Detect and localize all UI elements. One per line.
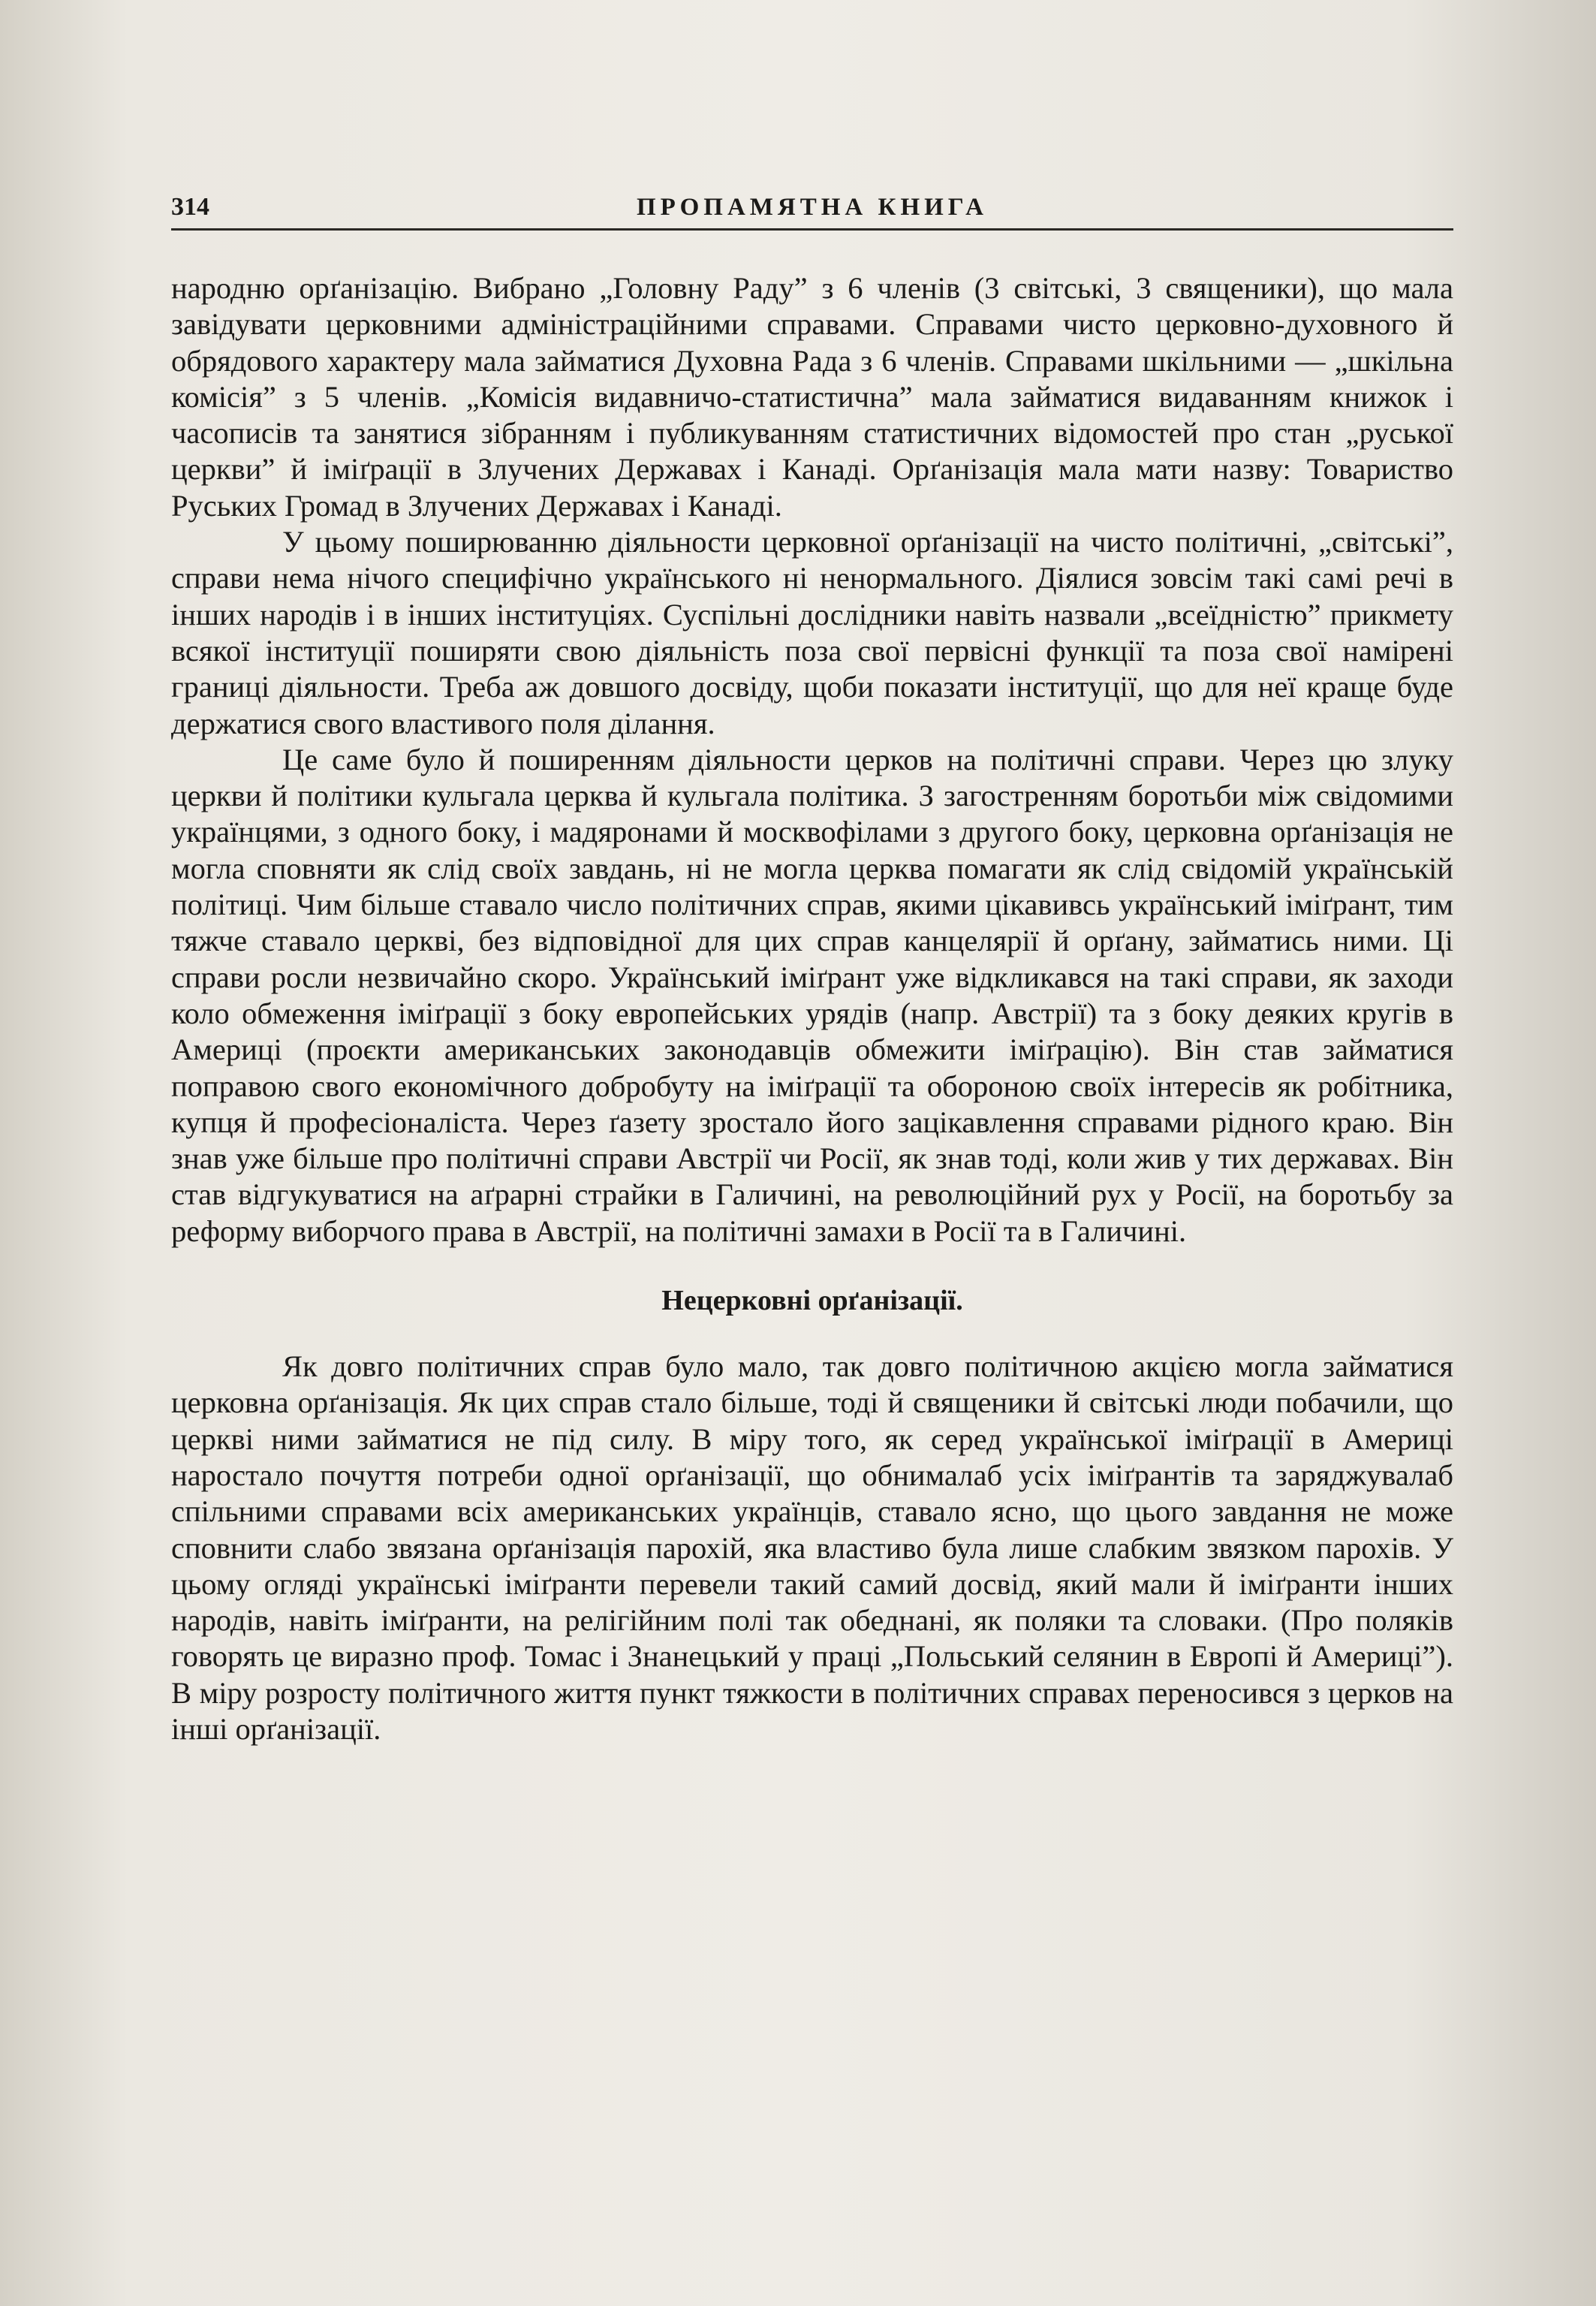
page-header — [171, 189, 1453, 231]
paragraph-1: народню орґанізацію. Вибрано „Головну Раду” з 6 членів (3 світські, 3 священики), що мала завідувати церковними адміністраційними справами. Справами чисто церковно-духовного й обрядового характеру мала займатися Духовна Рада з 6 членів. Справами шкільними — „шкільна комісія” з 5 членів. „Комісія видавничо-статистична” мала займатися видаванням книжок і часописів та занятися зібранням і публикуванням статистичних відомостей про стан „руської церкви” й іміґрації в Злучених Державах і Канаді. Орґанізація мала мати назву: Товариство Руських Громад в Злучених Державах і Канаді. — [171, 271, 1453, 523]
section-heading: Нецерковні орґанізації. — [661, 1285, 963, 1317]
paragraph-2: У цьому поширюванню діяльности церковної орґанізації на чисто політичні, „світські”, справи нема нічого специфічно українського ні ненормального. Діялися зовсім такі самі речі в інших народів і в інших інституціях. Суспільні дослідники навіть назвали „всеїдністю” прикмету всякої інституції поширяти свою діяльність поза свої первісні функції та поза свої намірені границі діяльности. Треба аж довшого досвіду, щоби показати інституції, що для неї краще буде держатися свого властивого поля ділання. — [171, 525, 1453, 740]
paragraph-3: Це саме було й поширенням діяльности церков на політичні справи. Через цю злуку церкви й політики кульгала церква й кульгала політика. З загостренням боротьби між свідомими українцями, з одного боку, і мадяронами й москвофілами з другого боку, церковна орґанізація не могла сповняти як слід своїх завдань, ні не могла церква помагати як слід свідомій українській політиці. Чим більше ставало число політичних справ, якими цікавивсь український іміґрант, тим тяжче ставало церкві, без відповідної для цих справ канцелярії й орґану, займатись ними. Ці справи росли незвичайно скоро. Український іміґрант уже відкликався на такі справи, як заходи коло обмеження іміґрації з боку европейських урядів (напр. Австрії) та з боку деяких кругів в Америці (проєкти американських законодавців обмежити іміґрацію). Він став займатися поправою свого економічного добробуту на іміґрації та обороною своїх інтересів як робітника, купця й професіоналіста. Через ґазету зростало його зацікавлення справами рідного краю. Він знав уже більше про політичні справи Австрії чи Росії, як знав тоді, коли жив у тих державах. Він став відгукуватися на аґрарні страйки в Галичині, на революційний рух у Росії, на боротьбу за реформу виборчого права в Австрії, на політичні замахи в Росії та в Галичині. — [171, 742, 1453, 1248]
running-title: ПРОПАМЯТНА КНИГА — [636, 194, 989, 221]
page-number: 314 — [171, 193, 209, 221]
body-text — [171, 270, 1453, 1747]
paragraph-4: Як довго політичних справ було мало, так довго політичною акцією могла займатися церковна орґанізація. Як цих справ стало більше, тоді й священики й світські люди побачили, що церкві ними займатися не під силу. В міру того, як серед української іміґрації в Америці наростало почуття потреби одної орґанізації, що обнималаб усіх іміґрантів та заряджувалаб спільними справами всіх американських українців, ставало ясно, що цього завдання не може сповнити слабо звязана орґанізація парохій, яка властиво була лише слабким звязком парохів. У цьому огляді українські іміґранти перевели такий самий досвід, який мали й іміґранти інших народів, навіть іміґранти, на релігійним полі так обеднані, як поляки та словаки. (Про поляків говорять це виразно проф. Томас і Знанецький у праці „Польський селянин в Европі й Америці”). В міру розросту політичного життя пункт тяжкости в політичних справах переносився з церков на інші орґанізації. — [171, 1349, 1453, 1746]
